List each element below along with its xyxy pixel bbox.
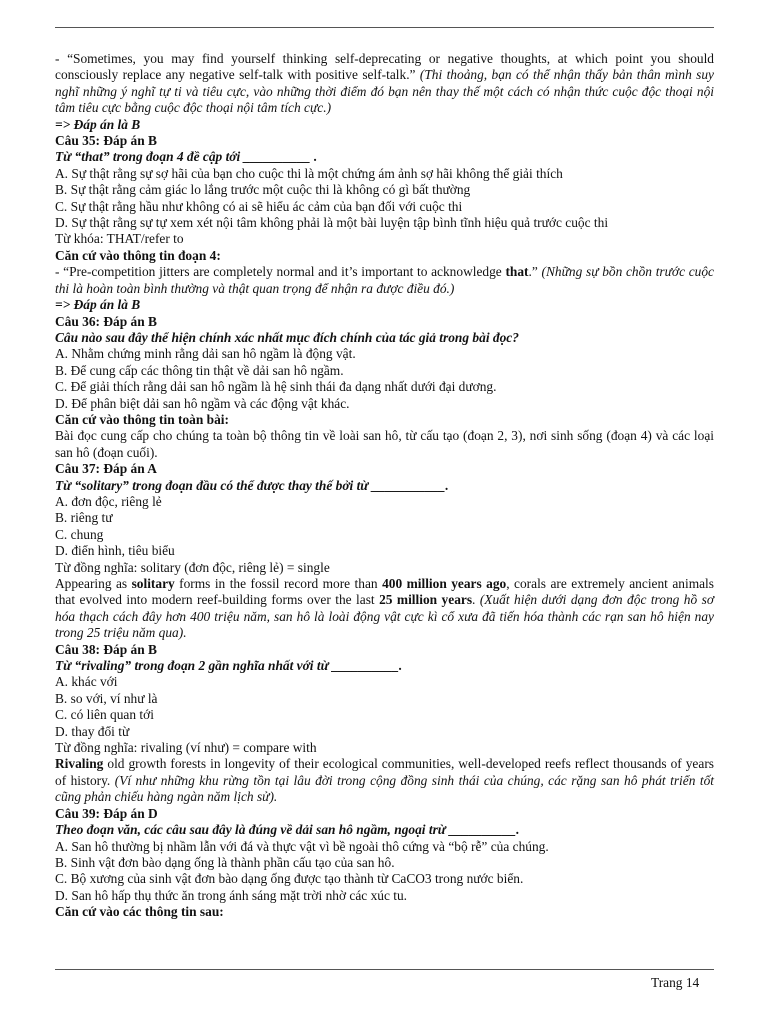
text-run: Từ “that” trong đoạn 4 đề cập tới __________ . (55, 149, 318, 165)
text-run: Appearing as (55, 576, 132, 591)
paragraph (55, 379, 714, 395)
text-run: Từ đồng nghĩa: solitary (đơn độc, riêng lẻ) = single (55, 559, 330, 575)
text-run: B. so với, ví như là (55, 690, 158, 706)
text-run: (Thi thoảng, bạn có thể nhận thấy bản thân mình suy nghĩ những ý nghĩ tự ti và tiêu cực, vào những thời điểm đó bạn nên thay thế một cách có nhận thức cuộc độc thoại nội tâm tiêu cực bằng cuộc độc thoại nội tâm tích cực.) (55, 67, 714, 116)
paragraph (55, 215, 714, 231)
text-run: solitary (131, 576, 175, 591)
paragraph (55, 248, 714, 264)
text-run: Từ “rivaling” trong đoạn 2 gần nghĩa nhất với từ __________. (55, 658, 403, 674)
text-run: that (505, 264, 529, 280)
text-run: (Ví như những khu rừng tồn tại lâu đời trong cộng đồng sinh thái của chúng, các rặng san hô phát triển tốt cũng phản chiếu hàng ngàn năm lịch sử). (55, 772, 714, 805)
paragraph (55, 363, 714, 379)
text-run: Câu 36: Đáp án B (55, 313, 157, 329)
paragraph (55, 133, 714, 149)
text-run: C. chung (55, 526, 104, 542)
text-run: Theo đoạn văn, các câu sau đây là đúng về dải san hô ngầm, ngoại trừ __________. (55, 822, 520, 838)
text-run: C. Bộ xương của sinh vật đơn bào dạng ống được tạo thành từ CaCO3 trong nước biển. (55, 871, 524, 887)
text-run: (Xuất hiện dưới dạng đơn độc trong hồ sơ hóa thạch cách đây hơn 400 triệu năm, san hô là loài động vật cực kì cổ xưa đã tiến hóa thành các rạn san hô hiện nay trong 25 triệu năm qua). (55, 592, 714, 641)
paragraph (55, 51, 714, 117)
text-run: - “Pre-competition jitters are completely normal and it’s important to acknowledge (55, 264, 506, 280)
paragraph (55, 182, 714, 198)
text-run: B. Sự thật rằng cảm giác lo lắng trước một cuộc thi là không có gì bất thường (55, 182, 471, 198)
text-run: B. Để cung cấp các thông tin thật về dải san hô ngầm. (55, 362, 344, 378)
paragraph (55, 658, 714, 674)
paragraph (55, 576, 714, 642)
paragraph (55, 478, 714, 494)
text-run: Từ đồng nghĩa: rivaling (ví như) = compare with (55, 740, 317, 756)
paragraph (55, 871, 714, 887)
paragraph (55, 461, 714, 477)
text-run: D. điển hình, tiêu biểu (55, 543, 175, 559)
text-run: Câu 38: Đáp án B (55, 641, 157, 657)
text-run: => Đáp án là B (55, 116, 141, 132)
paragraph (55, 166, 714, 182)
text-run: A. Sự thật rằng sự sợ hãi của bạn cho cuộc thi là một chứng ám ảnh sợ hãi không thể giải thích (55, 165, 563, 181)
paragraph (55, 674, 714, 690)
paragraph (55, 560, 714, 576)
text-run: - “Sometimes, you may find yourself thinking self-deprecating or negative thoughts, at which point you should consciously replace any negative self-talk with positive self-talk.” (55, 51, 714, 83)
header-rule (55, 27, 714, 28)
text-run: C. có liên quan tới (55, 707, 154, 723)
paragraph (55, 527, 714, 543)
text-run: Câu 35: Đáp án B (55, 133, 157, 149)
paragraph (55, 428, 714, 461)
text-run: . (472, 592, 480, 608)
paragraph (55, 396, 714, 412)
paragraph (55, 756, 714, 805)
paragraph (55, 264, 714, 297)
paragraph (55, 904, 714, 920)
text-run: Căn cứ vào các thông tin sau: (55, 904, 224, 920)
paragraph (55, 888, 714, 904)
page-content (55, 51, 714, 921)
paragraph (55, 510, 714, 526)
paragraph (55, 231, 714, 247)
paragraph (55, 642, 714, 658)
text-run: , corals are extremely ancient animals that evolved into modern reef-building forms over the last (55, 576, 714, 608)
paragraph (55, 199, 714, 215)
text-run: 25 million years (379, 592, 473, 608)
paragraph (55, 346, 714, 362)
paragraph (55, 691, 714, 707)
paragraph (55, 412, 714, 428)
page-number: Trang 14 (651, 975, 700, 990)
paragraph (55, 297, 714, 313)
paragraph (55, 839, 714, 855)
text-run: C. Sự thật rằng hầu như không có ai sẽ hiểu ác cảm của bạn đối với cuộc thi (55, 198, 463, 214)
text-run: A. San hô thường bị nhầm lẫn với đá và thực vật vì bề ngoài thô cứng và “bộ rễ” của chúng. (55, 838, 549, 854)
footer-rule (55, 969, 714, 970)
paragraph (55, 855, 714, 871)
paragraph (55, 740, 714, 756)
paragraph (55, 822, 714, 838)
text-run: A. Nhằm chứng minh rằng dải san hô ngầm là động vật. (55, 346, 356, 362)
text-run: Câu nào sau đây thể hiện chính xác nhất mục đích chính của tác giả trong bài đọc? (55, 329, 519, 345)
text-run: .” (528, 264, 542, 280)
text-run: D. Để phân biệt dải san hô ngầm và các động vật khác. (55, 395, 350, 411)
text-run: Câu 39: Đáp án D (55, 805, 158, 821)
text-run: => Đáp án là B (55, 297, 141, 313)
paragraph (55, 543, 714, 559)
text-run: B. Sinh vật đơn bào dạng ống là thành phần cấu tạo của san hô. (55, 854, 395, 870)
paragraph (55, 707, 714, 723)
text-run: D. Sự thật rằng sự tự xem xét nội tâm không phải là một bài luyện tập bình tĩnh hiệu quả trước cuộc thi (55, 215, 609, 231)
text-run: old growth forests in longevity of their ecological communities, well-developed reefs reflect thousands of years of history. (55, 756, 714, 788)
paragraph (55, 806, 714, 822)
text-run: C. Để giải thích rằng dải san hô ngầm là hệ sinh thái đa dạng nhất dưới đại dương. (55, 379, 497, 395)
text-run: Căn cứ vào thông tin toàn bài: (55, 411, 229, 427)
paragraph (55, 494, 714, 510)
text-run: Từ khóa: THAT/refer to (55, 231, 184, 247)
text-run: 400 million years ago (382, 576, 507, 591)
text-run: B. riêng tư (55, 510, 113, 526)
paragraph (55, 314, 714, 330)
paragraph (55, 724, 714, 740)
text-run: Rivaling (55, 756, 104, 772)
text-run: Từ “solitary” trong đoạn đầu có thể được thay thế bởi từ ___________. (55, 477, 449, 493)
text-run: Căn cứ vào thông tin đoạn 4: (55, 247, 221, 263)
text-run: forms in the fossil record more than (174, 576, 383, 591)
text-run: A. đơn độc, riêng lẻ (55, 493, 162, 509)
text-run: D. San hô hấp thụ thức ăn trong ánh sáng mặt trời nhờ các xúc tu. (55, 887, 408, 903)
text-run: Bài đọc cung cấp cho chúng ta toàn bộ thông tin về loài san hô, từ cấu tạo (đoạn 2, 3), nơi sinh sống (đoạn 4) và các loại san hô (đoạn cuối). (55, 428, 714, 460)
text-run: Câu 37: Đáp án A (55, 461, 157, 477)
paragraph (55, 117, 714, 133)
text-run: D. thay đổi từ (55, 723, 130, 739)
paragraph (55, 149, 714, 165)
paragraph (55, 330, 714, 346)
text-run: (Những sự bồn chồn trước cuộc thi là hoàn toàn bình thường và thật quan trọng để nhận ra được điều đó.) (55, 264, 714, 296)
text-run: A. khác với (55, 674, 118, 690)
